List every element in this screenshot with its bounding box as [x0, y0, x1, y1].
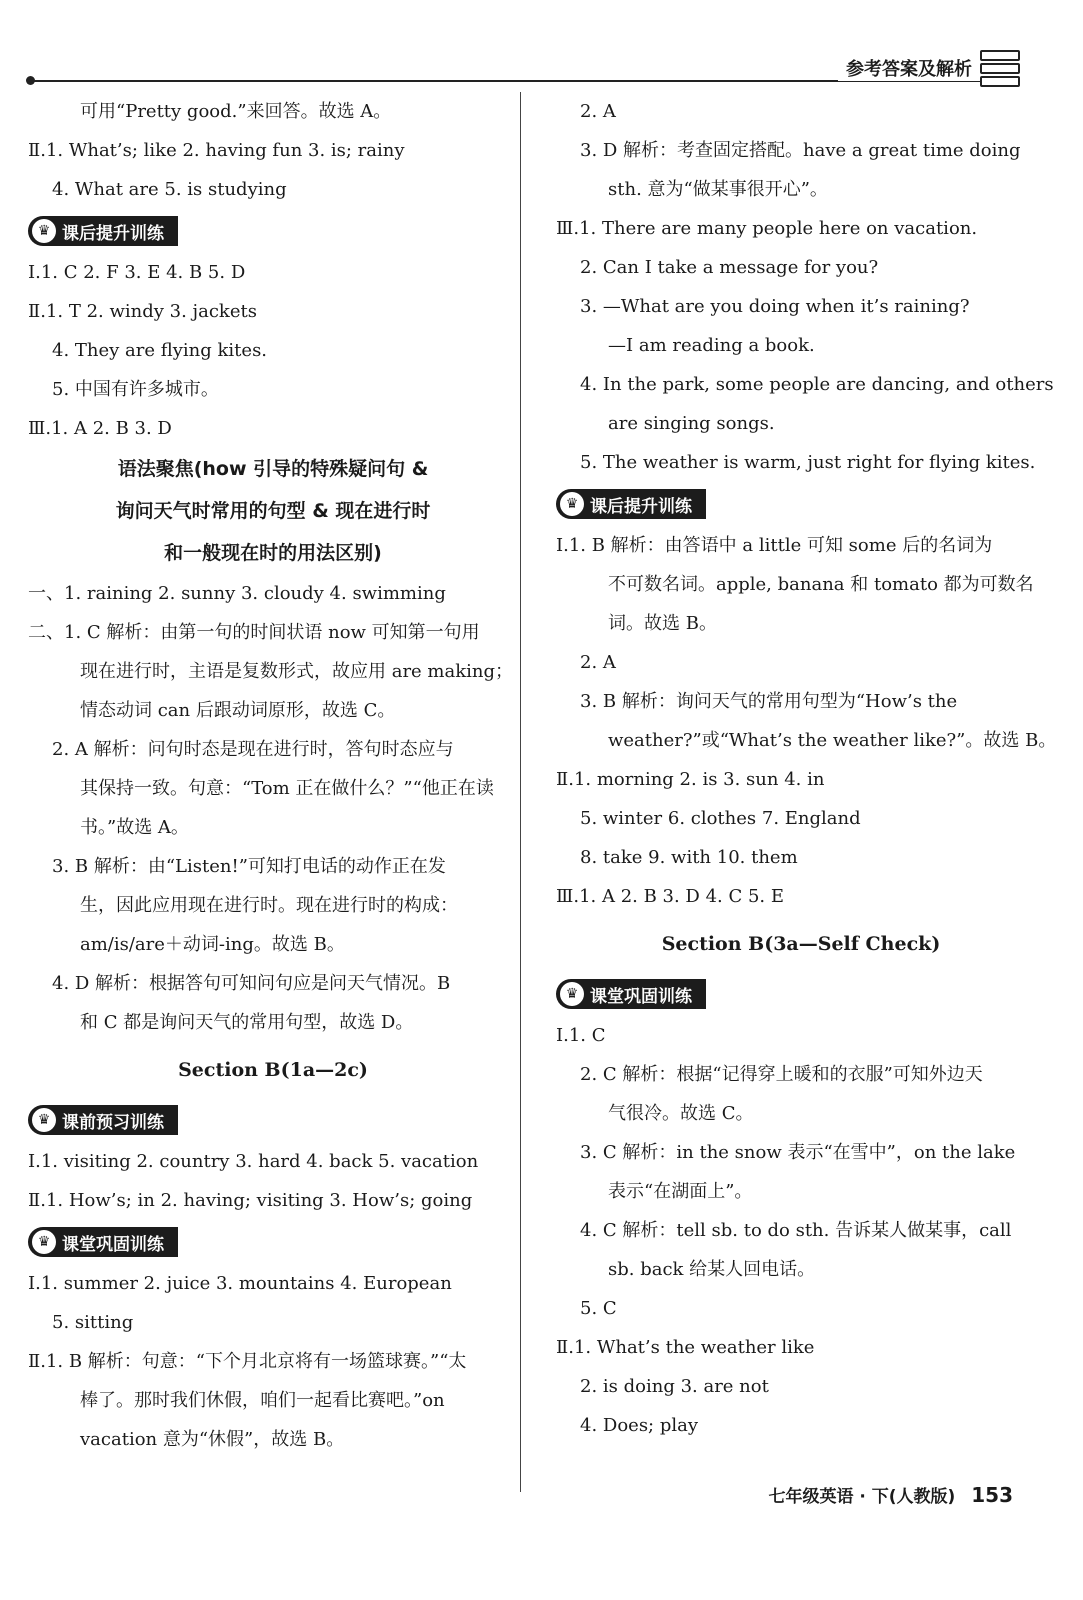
answer-line: 不可数名词。apple, banana 和 tomato 都为可数名 [608, 574, 1034, 595]
banner-label: 课后提升训练 [62, 223, 164, 244]
section-banner [28, 209, 518, 253]
answer-line: Ⅰ.1. C [556, 1025, 606, 1046]
footer-label: 七年级英语 · 下(人教版) [768, 1487, 956, 1507]
answer-line: Ⅱ.1. morning 2. is 3. sun 4. in [556, 769, 825, 790]
banner-pill [556, 979, 706, 1009]
answer-line: am/is/are＋动词-ing。故选 B。 [80, 934, 345, 955]
answer-line: 2. A 解析：问句时态是现在进行时，答句时态应与 [52, 739, 454, 760]
answer-line: vacation 意为“休假”，故选 B。 [80, 1429, 345, 1450]
answer-line: 4. C 解析：tell sb. to do sth. 告诉某人做某事，call [580, 1220, 1012, 1241]
banner-pill [28, 1227, 178, 1257]
answer-line: 5. sitting [52, 1312, 134, 1333]
answer-line: 4. Does; play [580, 1415, 699, 1436]
answer-line: 3. —What are you doing when it’s raining? [580, 296, 970, 317]
header-title: 参考答案及解析 [838, 55, 980, 81]
page-number: 153 [971, 1483, 1013, 1507]
answer-line: Ⅰ.1. B 解析：由答语中 a little 可知 some 后的名词为 [556, 535, 993, 556]
answer-line: 其保持一致。句意：“Tom 正在做什么？”“他正在读 [80, 778, 494, 799]
answer-line: 和 C 都是询问天气的常用句型，故选 D。 [80, 1012, 414, 1033]
answer-line: Ⅲ.1. A 2. B 3. D 4. C 5. E [556, 886, 785, 907]
banner-label: 课堂巩固训练 [62, 1234, 164, 1255]
answer-line: Ⅰ.1. summer 2. juice 3. mountains 4. European [28, 1273, 452, 1294]
answer-line: 2. Can I take a message for you? [580, 257, 879, 278]
crown-icon: ♛ [560, 982, 584, 1006]
section-banner [28, 1220, 518, 1264]
answer-line: —I am reading a book. [608, 335, 815, 356]
answer-line: Ⅲ.1. There are many people here on vacation. [556, 218, 978, 239]
page-footer [768, 1482, 1013, 1507]
banner-pill [556, 489, 706, 519]
answer-line: 5. winter 6. clothes 7. England [580, 808, 861, 829]
answer-line: 2. A [580, 101, 616, 122]
answer-line: sth. 意为“做某事很开心”。 [608, 179, 828, 200]
answer-line: 4. In the park, some people are dancing, and others [580, 374, 1054, 395]
answer-line: 4. They are flying kites. [52, 340, 268, 361]
answer-line: 情态动词 can 后跟动词原形，故选 C。 [80, 700, 396, 721]
section-banner [556, 482, 1046, 526]
banner-label: 课前预习训练 [62, 1112, 164, 1133]
section-title: Section B(3a—Self Check) [661, 933, 941, 955]
answer-line: Ⅰ.1. visiting 2. country 3. hard 4. back 5. vacation [28, 1151, 479, 1172]
right-column [556, 92, 1057, 1445]
crown-icon: ♛ [32, 219, 56, 243]
answer-line: Ⅱ.1. What’s the weather like [556, 1337, 815, 1358]
answer-line: 一、1. raining 2. sunny 3. cloudy 4. swimming [28, 583, 446, 604]
answer-line: 表示“在湖面上”。 [608, 1181, 753, 1202]
section-banner [556, 972, 1046, 1016]
grammar-heading: 询问天气时常用的句型 & 现在进行时 [115, 500, 431, 522]
answer-line: sb. back 给某人回电话。 [608, 1259, 816, 1280]
section-banner [28, 1098, 518, 1142]
section-title: Section B(1a—2c) [178, 1059, 368, 1081]
answer-line: 3. B 解析：询问天气的常用句型为“How’s the [580, 691, 958, 712]
answer-line: 3. B 解析：由“Listen!”可知打电话的动作正在发 [52, 856, 446, 877]
answer-line: 5. The weather is warm, just right for flying kites. [580, 452, 1036, 473]
answer-line: 8. take 9. with 10. them [580, 847, 798, 868]
answer-line: Ⅱ.1. B 解析：句意：“下个月北京将有一场篮球赛。”“太 [28, 1351, 467, 1372]
answer-line: 二、1. C 解析：由第一句的时间状语 now 可知第一句用 [28, 622, 480, 643]
crown-icon: ♛ [32, 1108, 56, 1132]
answer-line: 5. C [580, 1298, 617, 1319]
answer-line: 5. 中国有许多城市。 [52, 379, 219, 400]
banner-label: 课堂巩固训练 [590, 986, 692, 1007]
answer-line: Ⅱ.1. What’s; like 2. having fun 3. is; rainy [28, 140, 405, 161]
answer-line: 词。故选 B。 [608, 613, 717, 634]
answer-line: Ⅱ.1. How’s; in 2. having; visiting 3. How’s; going [28, 1190, 473, 1211]
answer-line: Ⅲ.1. A 2. B 3. D [28, 418, 172, 439]
crown-icon: ♛ [32, 1230, 56, 1254]
books-icon [980, 50, 1020, 82]
answer-line: 2. is doing 3. are not [580, 1376, 769, 1397]
answer-line: 2. C 解析：根据“记得穿上暖和的衣服”可知外边天 [580, 1064, 983, 1085]
answer-line: 生，因此应用现在进行时。现在进行时的构成： [80, 895, 458, 916]
left-column [28, 92, 518, 1459]
answer-line: 2. A [580, 652, 616, 673]
answer-line: 4. What are 5. is studying [52, 179, 287, 200]
answer-line: 棒了。那时我们休假，咱们一起看比赛吧。”on [80, 1390, 445, 1411]
banner-pill [28, 216, 178, 246]
grammar-heading: 语法聚焦(how 引导的特殊疑问句 & [117, 458, 429, 480]
answer-line: 现在进行时，主语是复数形式，故应用 are making； [80, 661, 514, 682]
answer-line: 3. D 解析：考查固定搭配。have a great time doing [580, 140, 1021, 161]
header-dot [26, 76, 35, 85]
banner-pill [28, 1105, 178, 1135]
answer-line: are singing songs. [608, 413, 775, 434]
answer-line: 书。”故选 A。 [80, 817, 189, 838]
answer-line: Ⅰ.1. C 2. F 3. E 4. B 5. D [28, 262, 246, 283]
page-header [30, 50, 1030, 90]
answer-line: 可用“Pretty good.”来回答。故选 A。 [80, 101, 392, 122]
answer-line: Ⅱ.1. T 2. windy 3. jackets [28, 301, 257, 322]
answer-line: 气很冷。故选 C。 [608, 1103, 754, 1124]
crown-icon: ♛ [560, 492, 584, 516]
banner-label: 课后提升训练 [590, 496, 692, 517]
answer-line: 4. D 解析：根据答句可知问句应是问天气情况。B [52, 973, 451, 994]
grammar-heading: 和一般现在时的用法区别) [164, 542, 382, 564]
column-divider [520, 92, 521, 1492]
answer-line: weather?”或“What’s the weather like?”。故选 B。 [608, 730, 1057, 751]
answer-line: 3. C 解析：in the snow 表示“在雪中”，on the lake [580, 1142, 1016, 1163]
